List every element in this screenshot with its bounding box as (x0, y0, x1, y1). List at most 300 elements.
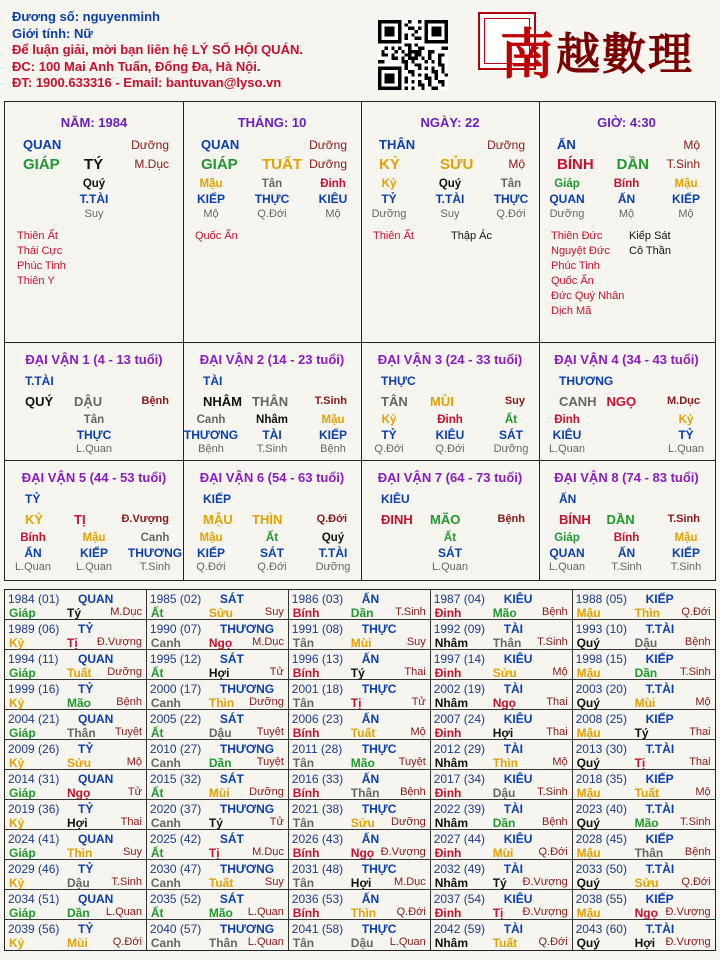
hidden-stem: Canh (196, 414, 226, 426)
life-stage: Dưỡng (391, 816, 426, 828)
hidden-god: SÁT (438, 546, 462, 560)
heavenly-stem: Đinh (434, 666, 462, 680)
hidden-life: Mộ (203, 208, 219, 220)
heavenly-stem: BÍNH (557, 156, 594, 173)
heavenly-stem: Canh (150, 756, 181, 770)
year-cell (431, 770, 573, 800)
year-cell (147, 740, 289, 770)
ten-god: TÀI (503, 862, 524, 876)
ten-god: KIÊU (503, 832, 533, 846)
year-cell (431, 740, 573, 770)
earthly-branch: Thìn (208, 696, 235, 710)
earthly-branch: Mão (492, 606, 517, 620)
hidden-life: Mộ (618, 208, 635, 220)
year-cell (5, 710, 147, 740)
heavenly-stem: Đinh (434, 606, 462, 620)
pillar-cell (183, 102, 361, 342)
ten-god: T.TÀI (645, 622, 675, 636)
year-cell (431, 860, 573, 890)
earthly-branch: Dần (492, 816, 516, 830)
heavenly-stem: Canh (150, 936, 181, 950)
earthly-branch: Ngọ (208, 636, 233, 650)
year-cell (573, 890, 715, 920)
heavenly-stem: Giáp (9, 606, 36, 620)
earthly-branch: Mão (67, 696, 91, 710)
year-cell (5, 830, 147, 860)
hidden-god: KIẾP (196, 546, 225, 560)
hidden-god: THƯƠNG (127, 546, 183, 560)
star-good: Thiên Ất (17, 230, 58, 242)
life-stage: Bệnh (684, 636, 711, 648)
earthly-branch: Tị (350, 696, 362, 710)
earthly-branch: Mão (634, 816, 659, 830)
heavenly-stem: KỶ (25, 512, 44, 527)
life-stage: Q.Đới (112, 936, 142, 948)
heavenly-stem: Bính (292, 606, 320, 620)
hidden-god: KIÊU (435, 428, 465, 442)
life-stage: Đ.Vượng (522, 906, 568, 918)
life-stage: Dưỡng (249, 696, 284, 708)
hidden-god: KIẾP (196, 192, 225, 206)
life-stage: M.Dục (134, 157, 169, 171)
earthly-branch: Tý (67, 606, 82, 620)
earthly-branch: Sửu (350, 816, 375, 830)
year-cell (289, 800, 431, 830)
year-cell (289, 620, 431, 650)
ten-god: QUAN (78, 832, 114, 846)
hidden-stem: Ất (504, 414, 518, 426)
hidden-god: ẤN (617, 192, 636, 206)
life-stage: T.Sinh (111, 876, 142, 888)
year-cell (431, 650, 573, 680)
earthly-branch: Thìn (67, 846, 93, 860)
ten-god: THỰC (361, 922, 397, 936)
hidden-life: Q.Đới (435, 443, 465, 455)
life-stage: Thai (404, 666, 426, 678)
year-cell (431, 920, 573, 950)
year-label: 1998 (15) (575, 652, 627, 666)
hidden-life: Mộ (325, 208, 341, 220)
year-label: 2027 (44) (433, 832, 486, 846)
year-cell (289, 680, 431, 710)
hidden-life: Q.Đới (374, 443, 404, 455)
heavenly-stem: Bính (292, 726, 320, 740)
year-label: 1994 (11) (8, 652, 59, 666)
star-good: Thiên Đức (551, 230, 603, 242)
earthly-branch: Thân (634, 846, 664, 860)
hidden-life: L.Quan (431, 561, 469, 573)
ten-god: ẤN (361, 592, 380, 606)
year-label: 2030 (47) (149, 862, 202, 876)
life-stage: M.Dục (252, 636, 284, 648)
luck-title: ĐẠI VẬN 5 (44 - 53 tuổi) (21, 470, 167, 485)
ten-god: TÀI (203, 374, 223, 388)
heavenly-stem: Đinh (434, 726, 462, 740)
earthly-branch: Sửu (492, 666, 517, 680)
star-good: Phúc Tinh (551, 260, 600, 272)
year-cell (289, 590, 431, 620)
earthly-branch: Thân (492, 636, 522, 650)
heavenly-stem: TÂN (381, 394, 408, 409)
life-stage: Thai (120, 816, 142, 828)
earthly-branch: Hợi (208, 666, 230, 680)
life-stage: M.Dục (252, 846, 284, 858)
heavenly-stem: GIÁP (23, 156, 60, 173)
year-cell (147, 650, 289, 680)
earthly-branch: Hợi (634, 936, 656, 950)
ten-god: SÁT (219, 892, 244, 906)
life-stage: Thai (546, 696, 568, 708)
life-stage: T.Sinh (395, 606, 426, 618)
earthly-branch: NGỌ (606, 394, 637, 409)
life-stage: M.Dục (394, 876, 426, 888)
life-stage: Mộ (695, 696, 711, 708)
hidden-stem: Ất (443, 532, 457, 544)
star-good: Quốc Ấn (551, 275, 594, 287)
header-label: Đương số: (12, 9, 80, 24)
life-stage: Mộ (410, 726, 426, 738)
heavenly-stem: Canh (150, 696, 181, 710)
earthly-branch: Sửu (67, 756, 92, 770)
ten-god: QUAN (78, 652, 114, 666)
year-cell (289, 920, 431, 950)
hidden-life: L.Quan (75, 561, 113, 573)
hidden-stem: Giáp (554, 532, 580, 544)
heavenly-stem: Quý (576, 816, 600, 830)
life-stage: L.Quan (247, 906, 284, 918)
hidden-stem: Tân (500, 178, 522, 190)
year-label: 2009 (26) (8, 742, 60, 756)
logo: 南越數理 (500, 22, 694, 86)
life-stage: Bệnh (497, 513, 525, 525)
heavenly-stem: Nhâm (434, 876, 469, 890)
life-stage: T.Sinh (667, 513, 700, 525)
year-cell (289, 710, 431, 740)
hidden-life: L.Quan (548, 443, 586, 455)
heavenly-stem: Kỷ (9, 756, 25, 770)
earthly-branch: Dậu (634, 636, 658, 650)
ten-god: KIÊU (503, 772, 533, 786)
year-label: 1999 (16) (8, 682, 60, 696)
year-label: 2036 (53) (291, 892, 344, 906)
hidden-life: Dưỡng (493, 443, 529, 455)
header-label: ĐC: 100 Mai Anh Tuấn, Đống Đa, Hà Nội. (12, 58, 261, 74)
life-stage: Suy (406, 636, 426, 648)
luck-cell (361, 460, 539, 580)
hidden-life: T.Sinh (670, 561, 702, 573)
life-stage: Đ.Vượng (96, 636, 142, 648)
ten-god: T.TÀI (645, 742, 675, 756)
hidden-stem: Quý (438, 178, 462, 190)
heavenly-stem: Đinh (434, 906, 462, 920)
ten-god: THỰC (361, 802, 397, 816)
heavenly-stem: Giáp (9, 906, 36, 920)
pillar-title: THÁNG: 10 (237, 115, 307, 130)
hidden-god: THƯƠNG (183, 428, 239, 442)
earthly-branch: Dần (67, 906, 90, 920)
ten-god: ẤN (361, 652, 380, 666)
ten-god: TỶ (78, 742, 94, 756)
hidden-life: T.Sinh (611, 561, 642, 573)
hidden-god: KIÊU (552, 428, 582, 442)
heavenly-stem: Quý (576, 756, 600, 770)
earthly-branch: Hợi (350, 876, 372, 890)
star-good: Đức Quý Nhân (551, 290, 625, 302)
ten-god: QUAN (78, 892, 114, 906)
luck-cell (183, 460, 361, 580)
year-cell (5, 590, 147, 620)
heavenly-stem: ĐINH (381, 512, 413, 527)
year-label: 2016 (33) (291, 772, 344, 786)
heavenly-stem: Mậu (576, 786, 601, 800)
earthly-branch: TUẤT (262, 156, 302, 173)
year-label: 1996 (13) (291, 652, 344, 666)
hidden-stem: Tân (83, 414, 105, 426)
life-stage: T.Sinh (314, 395, 347, 407)
heavenly-stem: Mậu (576, 726, 601, 740)
earthly-branch: Mùi (492, 846, 514, 860)
life-stage: Đ.Vượng (380, 846, 426, 858)
year-cell (147, 590, 289, 620)
earthly-branch: THÌN (252, 512, 283, 527)
life-stage: Bệnh (116, 696, 142, 708)
earthly-branch: Dậu (208, 726, 232, 740)
earthly-branch: Dậu (350, 936, 374, 950)
earthly-branch: Mão (350, 756, 375, 770)
earthly-branch: Tuất (67, 666, 92, 680)
year-label: 2003 (20) (575, 682, 627, 696)
ten-god: T.TÀI (645, 802, 675, 816)
heavenly-stem: Ất (150, 666, 164, 680)
heavenly-stem: Mậu (576, 846, 601, 860)
ten-god: SÁT (219, 652, 244, 666)
year-label: 2021 (38) (291, 802, 344, 816)
hidden-life: Bệnh (320, 443, 346, 455)
heavenly-stem: Kỷ (9, 816, 25, 830)
life-stage: Đ.Vượng (522, 876, 568, 888)
year-cell (573, 620, 715, 650)
earthly-branch: Dậu (492, 786, 516, 800)
heavenly-stem: Bính (292, 846, 320, 860)
ten-god: QUAN (78, 712, 114, 726)
earthly-branch: DẬU (74, 394, 103, 409)
hidden-stem: Mậu (199, 532, 223, 544)
hidden-god: T.TÀI (318, 546, 348, 560)
year-cell (573, 800, 715, 830)
luck-cell (5, 342, 183, 460)
luck-cell (361, 342, 539, 460)
year-cell (147, 860, 289, 890)
heavenly-stem: Mậu (576, 906, 601, 920)
year-label: 1987 (04) (433, 592, 486, 606)
hidden-stem: Kỷ (381, 414, 397, 426)
ten-god: THƯƠNG (559, 374, 614, 388)
hidden-stem: Quý (82, 178, 106, 190)
year-label: 1986 (03) (291, 592, 344, 606)
life-stage: Q.Đới (681, 606, 711, 618)
life-stage: T.Sinh (666, 157, 700, 171)
year-label: 2017 (34) (433, 772, 486, 786)
luck-title: ĐẠI VẬN 7 (64 - 73 tuổi) (377, 470, 523, 485)
heavenly-stem: Tân (292, 696, 315, 710)
heavenly-stem: Đinh (434, 786, 462, 800)
year-cell (5, 680, 147, 710)
ten-god: TỶ (78, 622, 94, 636)
earthly-branch: Tý (208, 816, 223, 830)
year-cell (5, 920, 147, 950)
hidden-god: TỶ (381, 428, 397, 442)
life-stage: Tuyệt (256, 726, 284, 738)
year-label: 2029 (46) (8, 862, 60, 876)
earthly-branch: MÙI (430, 394, 454, 409)
heavenly-stem: GIÁP (201, 156, 238, 173)
luck-title: ĐẠI VẬN 6 (54 - 63 tuổi) (199, 470, 345, 485)
life-stage: Dưỡng (131, 138, 169, 152)
year-label: 2013 (30) (575, 742, 627, 756)
ten-god: KIÊU (503, 592, 533, 606)
hidden-stem: Bính (613, 532, 640, 544)
earthly-branch: Ngọ (350, 846, 375, 860)
ten-god: THƯƠNG (219, 802, 275, 816)
hidden-god: QUAN (549, 546, 585, 560)
ten-god: TÀI (503, 622, 524, 636)
ten-god: ẤN (361, 892, 380, 906)
header-label: Để luận giải, mời bạn liên hệ LÝ SỐ HỘI QUÁN. (12, 42, 303, 57)
earthly-branch: TÝ (84, 156, 104, 173)
pillar-chart (4, 101, 716, 581)
ten-god: T.TÀI (645, 922, 675, 936)
heavenly-stem: Mậu (576, 606, 601, 620)
ten-god: KIẾP (203, 492, 232, 506)
life-stage: Tử (127, 786, 142, 798)
earthly-branch: Ngọ (67, 786, 91, 800)
heavenly-stem: Ất (150, 786, 164, 800)
life-stage: Q.Đới (316, 513, 347, 525)
earthly-branch: THÂN (252, 394, 289, 409)
life-stage: Dưỡng (249, 786, 284, 798)
qr-code-icon[interactable] (378, 20, 448, 90)
ten-god: SÁT (219, 772, 244, 786)
year-cell (573, 590, 715, 620)
earthly-branch: Thìn (492, 756, 519, 770)
pillar-cell (5, 102, 183, 342)
year-label: 2005 (22) (149, 712, 202, 726)
heavenly-stem: QUÝ (25, 394, 54, 409)
life-stage: T.Sinh (537, 786, 568, 798)
year-label: 2020 (37) (149, 802, 202, 816)
luck-title: ĐẠI VẬN 2 (14 - 23 tuổi) (199, 352, 345, 367)
ten-god: KIÊU (503, 892, 533, 906)
year-cell (431, 830, 573, 860)
year-label: 2023 (40) (575, 802, 627, 816)
luck-title: ĐẠI VẬN 3 (24 - 33 tuổi) (377, 352, 523, 367)
year-cell (431, 680, 573, 710)
earthly-branch: Tị (67, 636, 78, 650)
life-stage: L.Quan (105, 906, 142, 918)
pillar-title: NĂM: 1984 (60, 115, 128, 130)
year-cell (431, 890, 573, 920)
year-cell (573, 770, 715, 800)
year-label: 1992 (09) (433, 622, 486, 636)
ten-god: ẤN (361, 712, 380, 726)
heavenly-stem: Nhâm (434, 756, 469, 770)
year-cell (289, 830, 431, 860)
ten-god: TÀI (503, 742, 524, 756)
hidden-god: ẤN (24, 546, 42, 560)
hidden-life: Suy (440, 208, 460, 220)
heavenly-stem: Canh (150, 876, 181, 890)
heavenly-stem: Kỷ (9, 936, 25, 950)
year-cell (5, 890, 147, 920)
luck-cell (183, 342, 361, 460)
hidden-stem: Nhâm (256, 414, 288, 426)
heavenly-stem: CANH (559, 394, 597, 409)
ten-god: KIẾP (645, 892, 674, 906)
heavenly-stem: Kỷ (9, 876, 25, 890)
ten-god: TỶ (78, 682, 94, 696)
heavenly-stem: NHÂM (203, 394, 242, 409)
life-stage: Bệnh (541, 606, 568, 618)
ten-god: TÀI (503, 922, 524, 936)
year-cell (573, 680, 715, 710)
year-cell (147, 890, 289, 920)
hidden-god: KIÊU (318, 192, 348, 206)
year-cell (573, 830, 715, 860)
luck-cell (5, 460, 183, 580)
earthly-branch: Thìn (350, 906, 377, 920)
life-stage: Q.Đới (396, 906, 426, 918)
hidden-life: L.Quan (667, 443, 705, 455)
hidden-god: SÁT (499, 428, 523, 442)
hidden-life: Bệnh (198, 443, 224, 455)
hidden-life: Q.Đới (196, 561, 226, 573)
year-label: 2031 (48) (291, 862, 344, 876)
life-stage: Đ.Vượng (665, 906, 711, 918)
header-line (12, 9, 160, 25)
life-stage: Thai (689, 726, 711, 738)
hidden-god: THỰC (76, 428, 112, 442)
hidden-god: T.TÀI (435, 192, 465, 206)
ten-god: TÀI (503, 802, 524, 816)
year-label: 2006 (23) (291, 712, 344, 726)
earthly-branch: Tuất (208, 876, 234, 890)
earthly-branch: MÃO (430, 512, 461, 527)
heavenly-stem: Tân (292, 936, 315, 950)
ten-god: KIẾP (645, 592, 674, 606)
year-cell (147, 680, 289, 710)
luck-cell (539, 342, 714, 460)
earthly-branch: Dậu (67, 876, 90, 890)
earthly-branch: Thân (208, 936, 238, 950)
hidden-life: L.Quan (75, 443, 113, 455)
year-label: 2019 (36) (8, 802, 60, 816)
earthly-branch: Mùi (634, 696, 656, 710)
hidden-god: THỰC (493, 192, 529, 206)
earthly-branch: Sửu (634, 876, 659, 890)
heavenly-stem: Quý (576, 696, 600, 710)
header (0, 0, 720, 100)
annual-table (4, 589, 716, 951)
year-label: 2015 (32) (149, 772, 202, 786)
ten-god: ẤN (361, 832, 380, 846)
ten-god: KIẾP (645, 772, 674, 786)
earthly-branch: Mùi (67, 936, 88, 950)
ten-god: TỶ (78, 802, 94, 816)
ten-god: THƯƠNG (219, 922, 275, 936)
ten-god: KIÊU (381, 492, 410, 506)
life-stage: Đ.Vượng (121, 513, 169, 525)
life-stage: L.Quan (247, 936, 284, 948)
